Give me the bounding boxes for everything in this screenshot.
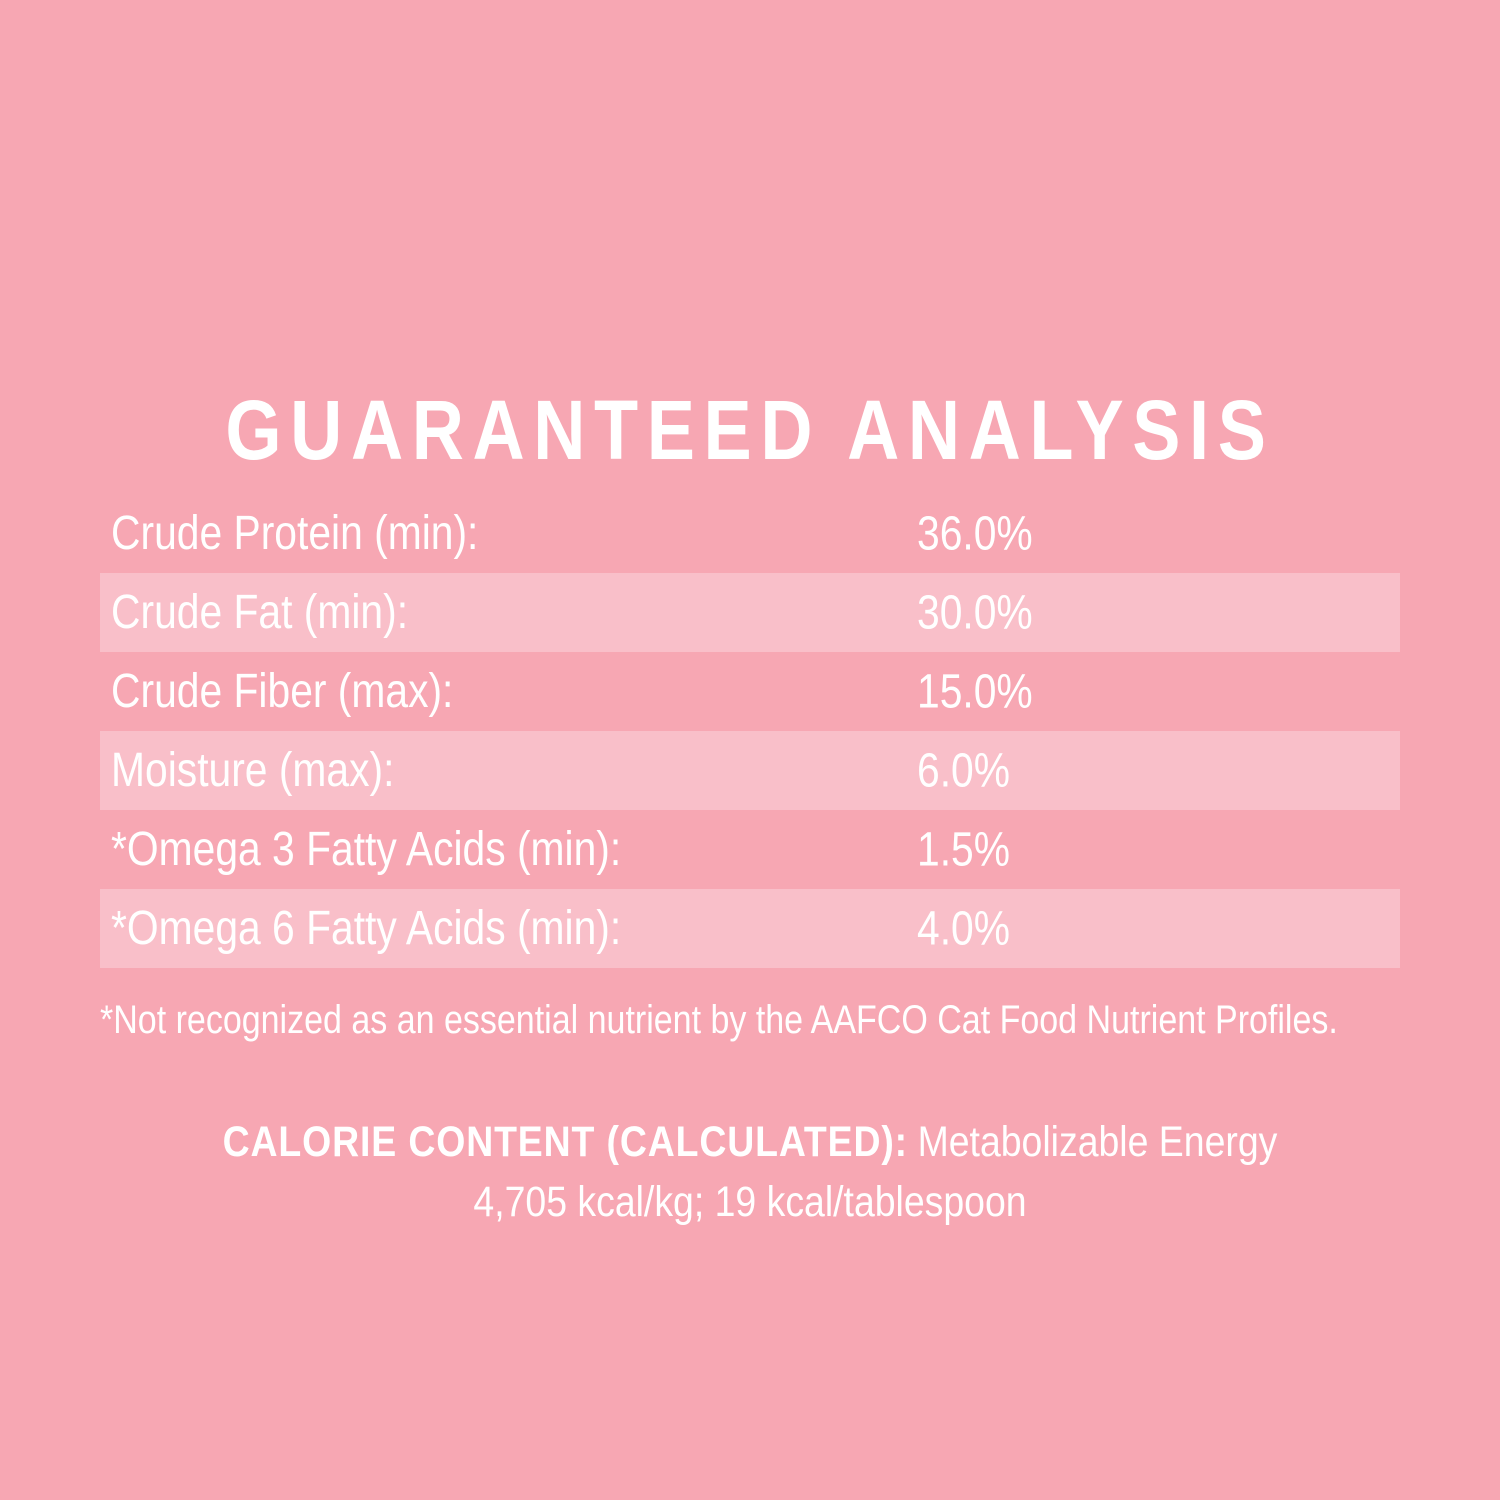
row-value: 6.0% [917,744,1010,797]
row-value: 30.0% [917,586,1033,639]
table-row [100,731,1400,810]
row-value: 36.0% [917,507,1033,560]
calorie-heading-suffix: Metabolizable Energy [917,1118,1278,1166]
row-label: *Omega 3 Fatty Acids (min): [111,823,622,876]
calorie-heading: CALORIE CONTENT (CALCULATED): [222,1118,909,1166]
calorie-content-block [0,1112,1500,1232]
row-label: Crude Fiber (max): [111,665,454,718]
page-title [0,382,1500,479]
row-label: Crude Protein (min): [111,507,479,560]
footnote [100,998,1400,1043]
analysis-table [100,494,1400,968]
table-row [100,652,1400,731]
table-row [100,810,1400,889]
row-value: 1.5% [917,823,1010,876]
footnote-text: *Not recognized as an essential nutrient by the AAFCO Cat Food Nutrient Profiles. [100,998,1338,1042]
calorie-detail: 4,705 kcal/kg; 19 kcal/tablespoon [473,1178,1027,1226]
row-label: Crude Fat (min): [111,586,409,639]
row-value: 4.0% [917,902,1010,955]
table-row [100,494,1400,573]
row-value: 15.0% [917,665,1033,718]
table-row [100,573,1400,652]
table-row [100,889,1400,968]
calorie-detail-line [98,1172,1403,1232]
calorie-heading-line [98,1112,1403,1172]
page-title-text: GUARANTEED ANALYSIS [225,383,1275,477]
row-label: Moisture (max): [111,744,395,797]
row-label: *Omega 6 Fatty Acids (min): [111,902,622,955]
